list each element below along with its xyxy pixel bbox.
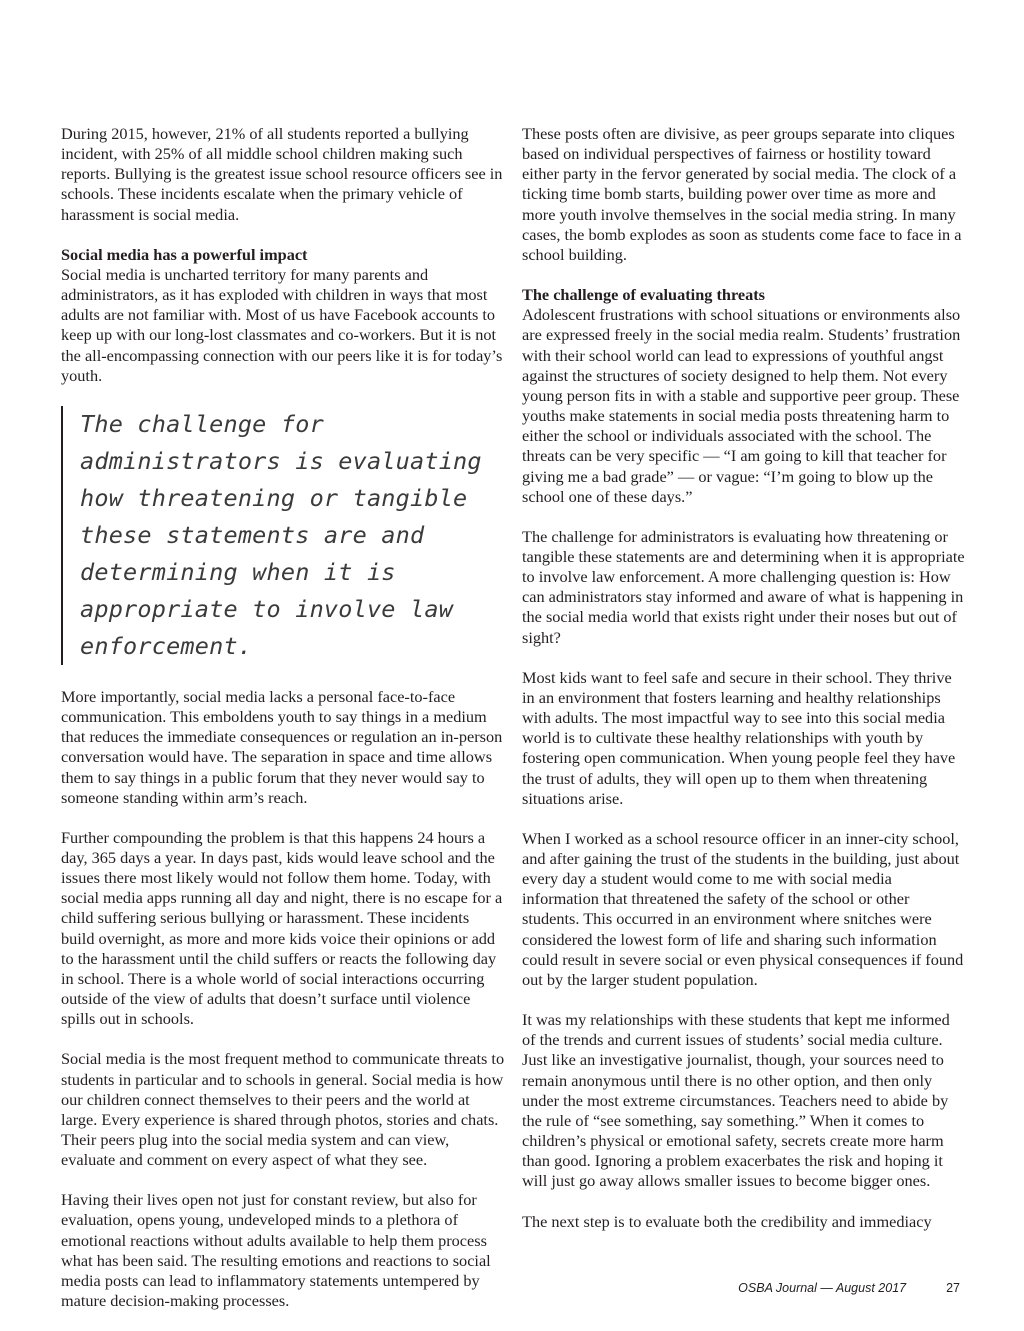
section-heading: Social media has a powerful impact [61, 244, 308, 264]
paragraph: Social media is the most frequent method to communicate threats to students in particular and to schools in general. Social media is how our children connect themselves to their peers and the world at large. Every experience is shared through photos, stories and chats. Their peers plug into the social media system and can view, evaluate and comment on every aspect of what they see. [61, 1049, 505, 1170]
paragraph: Most kids want to feel safe and secure in their school. They thrive in an environment that fosters learning and healthy relationships with adults. The most impactful way to see into this social media world is to cultivate these healthy relationships with youth by fostering open communication. When young people feel they have the trust of adults, they will open up to them when threatening situations arise. [522, 667, 956, 808]
paragraph: Adolescent frustrations with school situations or environments also are expressed freely in the social media realm. Students’ frustration with their school world can lead to expressions of youthful angst against the structures of society designed to help them. Not every young person fits in with a stable and supportive peer group. These youths make statements in social media posts threatening harm to either the school or individuals associated with the school. The threats can be very specific — “I am going to kill that teacher for giving me a bad grade” — or vague: “I’m going to blow up the school one of these days.” [522, 305, 961, 506]
paragraph: When I worked as a school resource officer in an inner-city school, and after gaining the trust of the students in the building, just about every day a student would come to me with social media information that threatened the safety of the school or other students. This occurred in an environment where snitches were considered the lowest form of life and sharing such information could result in severe social or even physical consequences if found out by the larger student population. [522, 828, 964, 989]
section-heading: The challenge of evaluating threats [522, 285, 766, 305]
pull-quote-text: The challenge for administrators is evaluating how threatening or tangible these statements are and determining when it is appropriate to involve law enforcement. [80, 409, 482, 660]
paragraph: These posts often are divisive, as peer groups separate into cliques based on individual perspectives of fairness or hostility toward either party in the fervor generated by social media. The clock of a ticking time bomb starts, building power over time as more and more youth involve themselves in the social media string. In many cases, the bomb explodes as soon as students come face to face in a school building. [522, 124, 962, 264]
page-footer [738, 1281, 960, 1295]
paragraph: Having their lives open not just for constant review, but also for evaluation, opens young, undeveloped minds to a plethora of emotional reactions without adults available to help them process what has been said. The resulting emotions and reactions to social media posts can lead to inflammatory statements untempered by mature decision-making processes. [61, 1190, 491, 1311]
paragraph: During 2015, however, 21% of all students reported a bullying incident, with 25% of all middle school children making such reports. Bullying is the greatest issue school resource officers see in schools. These incidents escalate when the primary vehicle of harassment is social media. [61, 124, 503, 224]
paragraph: The challenge for administrators is evaluating how threatening or tangible these statements are and determining when it is appropriate to involve law enforcement. A more challenging question is: How can administrators stay informed and aware of what is happening in the social media world that exists right under their noses but out of sight? [522, 526, 965, 647]
paragraph: Further compounding the problem is that this happens 24 hours a day, 365 days a year. In days past, kids would leave school and the issues there most likely would not follow them home. Today, with social media apps running all day and night, there is no escape for a child suffering serious bullying or harassment. These incidents build overnight, as more and more kids voice their opinions or add to the harassment until the child suffers or reacts the following day in school. There is a whole world of social interactions occurring outside of the view of adults that doesn’t surface until violence spills out in schools. [61, 827, 503, 1029]
right-column [522, 124, 966, 1252]
left-column [61, 124, 505, 1331]
page-number: 27 [946, 1281, 960, 1295]
paragraph: The next step is to evaluate both the credibility and immediacy [522, 1211, 932, 1231]
paragraph: More importantly, social media lacks a personal face-to-face communication. This emboldens youth to say things in a medium that reduces the immediate consequences or regulation an in-person conversation would have. The separation in space and time allows them to say things in a public forum that they never would say to someone standing within arm’s reach. [61, 686, 503, 807]
paragraph: Social media is uncharted territory for many parents and administrators, as it has exploded with children in ways that most adults are not familiar with. Most of us have Facebook accounts to keep up with our long-lost classmates and co-workers. But it is not the all-encompassing connection with our peers like it is for today’s youth. [61, 264, 503, 385]
pull-quote [61, 406, 505, 665]
paragraph: It was my relationships with these students that kept me informed of the trends and current issues of students’ social media culture. Just like an investigative journalist, though, your sources need to remain anonymous until there is no other option, and then only under the most extreme circumstances. Teachers need to abide by the rule of “see something, say something.” When it comes to children’s physical or emotional safety, secrets create more harm than good. Ignoring a problem exacerbates the risk and hoping it will just go away allows smaller issues to become bigger ones. [522, 1010, 950, 1191]
journal-name: OSBA Journal — August 2017 [738, 1281, 907, 1295]
